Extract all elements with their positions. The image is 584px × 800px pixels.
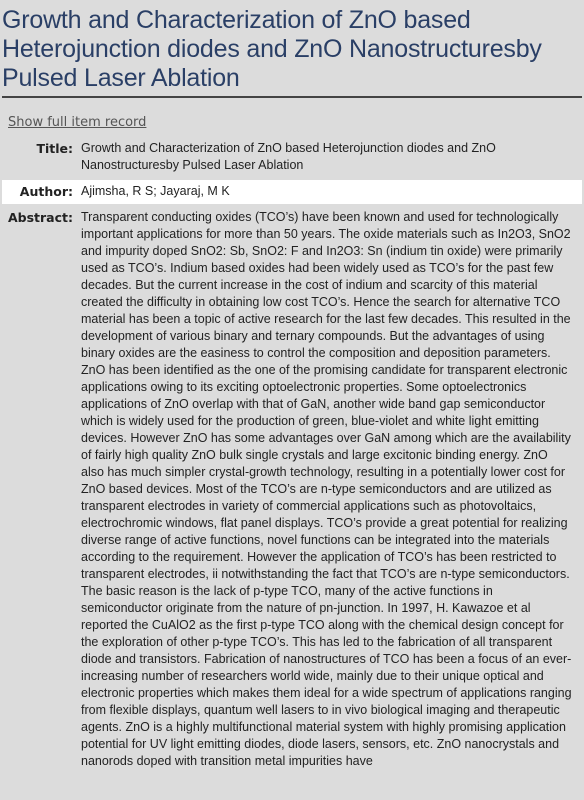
author-label: Author: (2, 180, 81, 204)
item-metadata-table (2, 137, 582, 774)
abstract-label: Abstract: (2, 204, 81, 774)
page-title: Growth and Characterization of ZnO based Heterojunction diodes and ZnO Nanostructuresby Pulsed Laser Ablation (2, 6, 542, 92)
metadata-row-abstract (2, 204, 582, 774)
title-divider (2, 96, 582, 98)
abstract-value: Transparent conducting oxides (TCO’s) have been known and used for technologically important applications for more than 50 years. The oxide materials such as In2O3, SnO2 and impurity doped SnO2: Sb, SnO2: F and In2O3: Sn (indium tin oxide) were primarily used as TCO’s. Indium based oxides had been widely used as TCO’s for the past few decades. But the current increase in the cost of indium and scarcity of this material created the difficulty in obtaining low cost TCO’s. Hence the search for alternative TCO material has been a topic of active research for the last few decades. This resulted in the development of various binary and ternary compounds. But the advantages of using binary oxides are the easiness to control the composition and deposition parameters. ZnO has been identified as the one of the promising candidate for transparent electronic applications owing to its exciting optoelectronic properties. Some optoelectronics applications of ZnO overlap with that of GaN, another wide band gap semiconductor which is widely used for the production of green, blue-violet and white light emitting devices. However ZnO has some advantages over GaN among which are the availability of fairly high quality ZnO bulk single crystals and large excitonic binding energy. ZnO also has much simpler crystal-growth technology, resulting in a potentially lower cost for ZnO based devices. Most of the TCO’s are n-type semiconductors and are utilized as transparent electrodes in variety of commercial applications such as photovoltaics, electrochromic windows, flat panel displays. TCO’s provide a great potential for realizing diverse range of active functions, novel functions can be integrated into the materials according to the requirement. However the application of TCO’s has been restricted to transparent electrodes, ii notwithstanding the fact that TCO’s are n-type semiconductors. The basic reason is the lack of p-type TCO, many of the active functions in semiconductor originate from the nature of pn-junction. In 1997, H. Kawazoe et al reported the CuAlO2 as the first p-type TCO along with the chemical design concept for the exploration of other p-type TCO’s. This has led to the fabrication of all transparent diode and transistors. Fabrication of nanostructures of TCO has been a focus of an ever-increasing number of researchers world wide, mainly due to their unique optical and electronic properties which makes them ideal for a wide spectrum of applications ranging from flexible displays, quantum well lasers to in vivo biological imaging and therapeutic agents. ZnO is a highly multifunctional material system with highly promising application potential for UV light emitting diodes, diode lasers, sensors, etc. ZnO nanocrystals and nanorods doped with transition metal impurities have (81, 204, 582, 774)
metadata-row-author (2, 180, 582, 204)
metadata-row-title (2, 137, 582, 180)
show-full-record-link[interactable]: Show full item record (8, 115, 147, 130)
author-value: Ajimsha, R S; Jayaraj, M K (81, 180, 582, 204)
title-label: Title: (2, 137, 81, 180)
title-value: Growth and Characterization of ZnO based Heterojunction diodes and ZnO Nanostructuresby Pulsed Laser Ablation (81, 137, 582, 180)
